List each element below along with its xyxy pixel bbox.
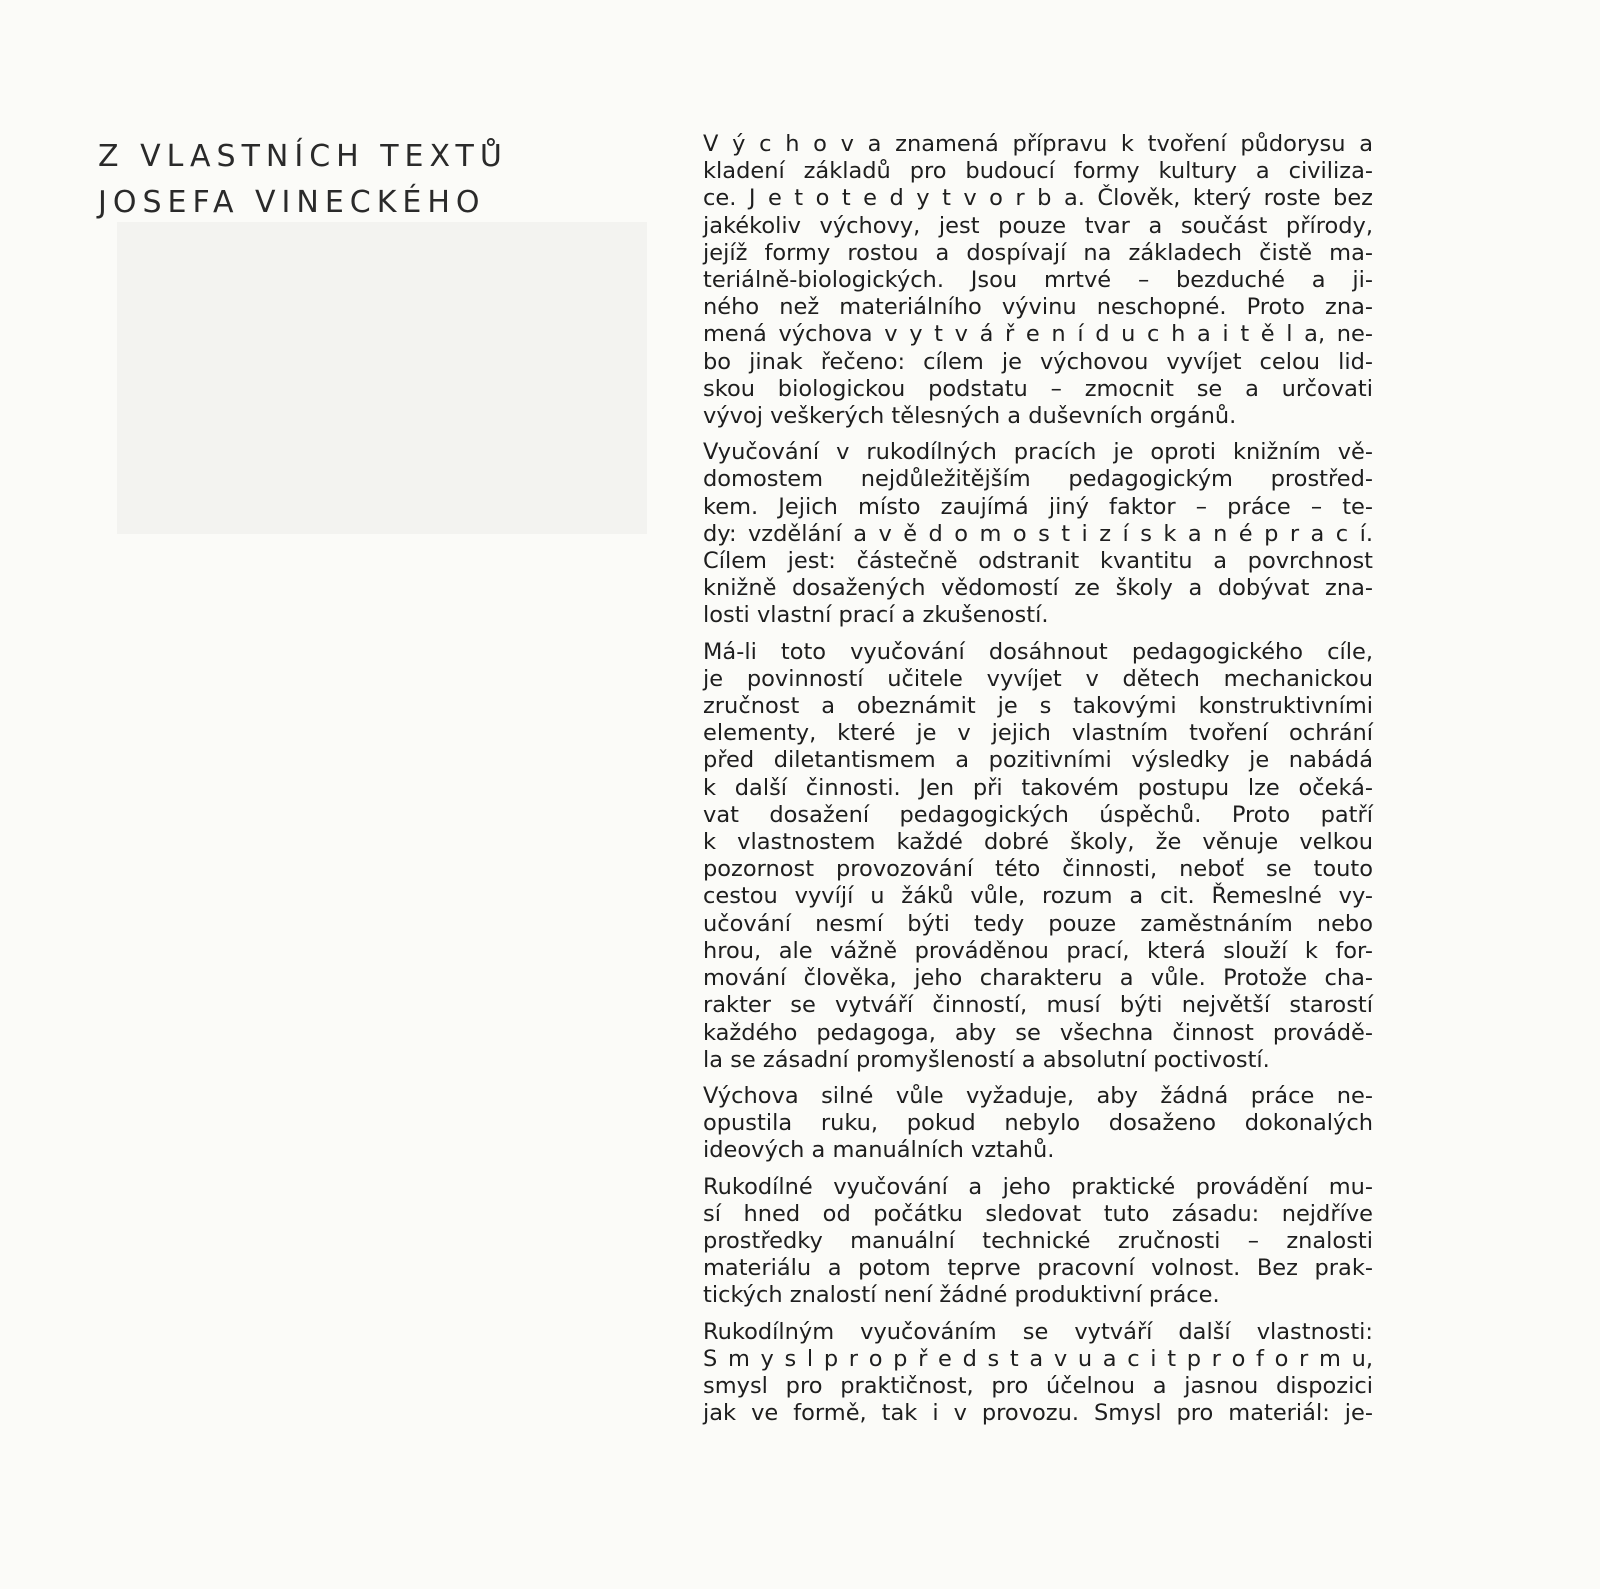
text-line: Výchova silné vůle vyžaduje, aby žádná práce ne- (703, 1082, 1373, 1109)
text-line: smysl pro praktičnost, pro účelnou a jasnou dispozici (703, 1372, 1373, 1399)
text-line: cestou vyvíjí u žáků vůle, rozum a cit. Řemeslné vy- (703, 883, 1373, 910)
text-line: dy: vzdělání a v ě d o m o s t i z í s k a n é p r a c í. (703, 520, 1373, 547)
text-line: hrou, ale vážně prováděnou prací, která slouží k for- (703, 937, 1373, 964)
text-line: ce. J e t o t e d y t v o r b a. Člověk, který roste bez (703, 185, 1373, 212)
text-line: každého pedagoga, aby se všechna činnost provádě- (703, 1019, 1373, 1046)
text-line: losti vlastní prací a zkušeností. (703, 602, 1049, 629)
text-line: tických znalostí není žádné produktivní práce. (703, 1282, 1220, 1309)
body-text-column (703, 131, 1373, 1436)
faded-image-area (117, 222, 647, 534)
text-line: Rukodílné vyučování a jeho praktické provádění mu- (703, 1173, 1373, 1200)
text-line: jak ve formě, tak i v provozu. Smysl pro materiál: je- (703, 1400, 1373, 1427)
text-line: Vyučování v rukodílných pracích je oproti knižním vě- (703, 439, 1373, 466)
paragraph (703, 439, 1373, 629)
text-line: opustila ruku, pokud nebylo dosaženo dokonalých (703, 1110, 1373, 1137)
text-line: bo jinak řečeno: cílem je výchovou vyvíjet celou lid- (703, 348, 1373, 375)
text-line: k vlastnostem každé dobré školy, že věnuje velkou (703, 829, 1373, 856)
text-line: před diletantismem a pozitivními výsledky je nabádá (703, 747, 1373, 774)
text-line: vývoj veškerých tělesných a duševních orgánů. (703, 403, 1237, 430)
text-line: mená výchova v y t v á ř e n í d u c h a i t ě l a, ne- (703, 321, 1373, 348)
text-line: prostředky manuální technické zručnosti – znalosti (703, 1227, 1373, 1254)
text-line: mování člověka, jeho charakteru a vůle. Protože cha- (703, 965, 1373, 992)
text-line: vat dosažení pedagogických úspěchů. Proto patří (703, 801, 1373, 828)
text-line: materiálu a potom teprve pracovní volnost. Bez prak- (703, 1255, 1373, 1282)
page-title-line-2: JOSEFA VINECKÉHO (98, 185, 486, 220)
text-line: skou biologickou podstatu – zmocnit se a určovati (703, 375, 1373, 402)
paragraph (703, 1319, 1373, 1428)
text-line: Má-li toto vyučování dosáhnout pedagogického cíle, (703, 638, 1373, 665)
text-line: rakter se vytváří činností, musí býti největší starostí (703, 992, 1373, 1019)
text-line: teriálně-biologických. Jsou mrtvé – bezduché a ji- (703, 267, 1373, 294)
paragraph (703, 639, 1373, 1074)
text-line: je povinností učitele vyvíjet v dětech mechanickou (703, 665, 1373, 692)
text-line: pozornost provozování této činnosti, neboť se touto (703, 856, 1373, 883)
text-line: V ý c h o v a znamená přípravu k tvoření půdorysu a (703, 131, 1373, 157)
text-line: zručnost a obeznámit je s takovými konstruktivními (703, 693, 1373, 720)
text-line: ideových a manuálních vztahů. (703, 1137, 1055, 1164)
text-line: sí hned od počátku sledovat tuto zásadu: nejdříve (703, 1200, 1373, 1227)
page-title-line-1: Z VLASTNÍCH TEXTŮ (98, 139, 508, 174)
text-line: knižně dosažených vědomostí ze školy a dobývat zna- (703, 575, 1373, 602)
text-line: Cílem jest: částečně odstranit kvantitu a povrchnost (703, 548, 1373, 575)
page-title (98, 134, 568, 226)
paragraph (703, 1083, 1373, 1165)
text-line: kem. Jejich místo zaujímá jiný faktor – práce – te- (703, 493, 1373, 520)
text-line: domostem nejdůležitějším pedagogickým prostřed- (703, 466, 1373, 493)
text-line: k další činnosti. Jen při takovém postupu lze očeká- (703, 774, 1373, 801)
text-line: S m y s l p r o p ř e d s t a v u a c i t p r o f o r m u, (703, 1345, 1373, 1372)
text-line: ného než materiálního vývinu neschopné. Proto zna- (703, 294, 1373, 321)
text-line: kladení základů pro budoucí formy kultury a civiliza- (703, 158, 1373, 185)
text-line: la se zásadní promyšleností a absolutní poctivostí. (703, 1046, 1270, 1073)
paragraph (703, 1174, 1373, 1310)
text-line: Rukodílným vyučováním se vytváří další vlastnosti: (703, 1318, 1373, 1345)
text-line: učování nesmí býti tedy pouze zaměstnáním nebo (703, 910, 1373, 937)
text-line: jejíž formy rostou a dospívají na základech čistě ma- (703, 239, 1373, 266)
text-line: elementy, které je v jejich vlastním tvoření ochrání (703, 720, 1373, 747)
paragraph (703, 131, 1373, 430)
text-line: jakékoliv výchovy, jest pouze tvar a součást přírody, (703, 212, 1373, 239)
